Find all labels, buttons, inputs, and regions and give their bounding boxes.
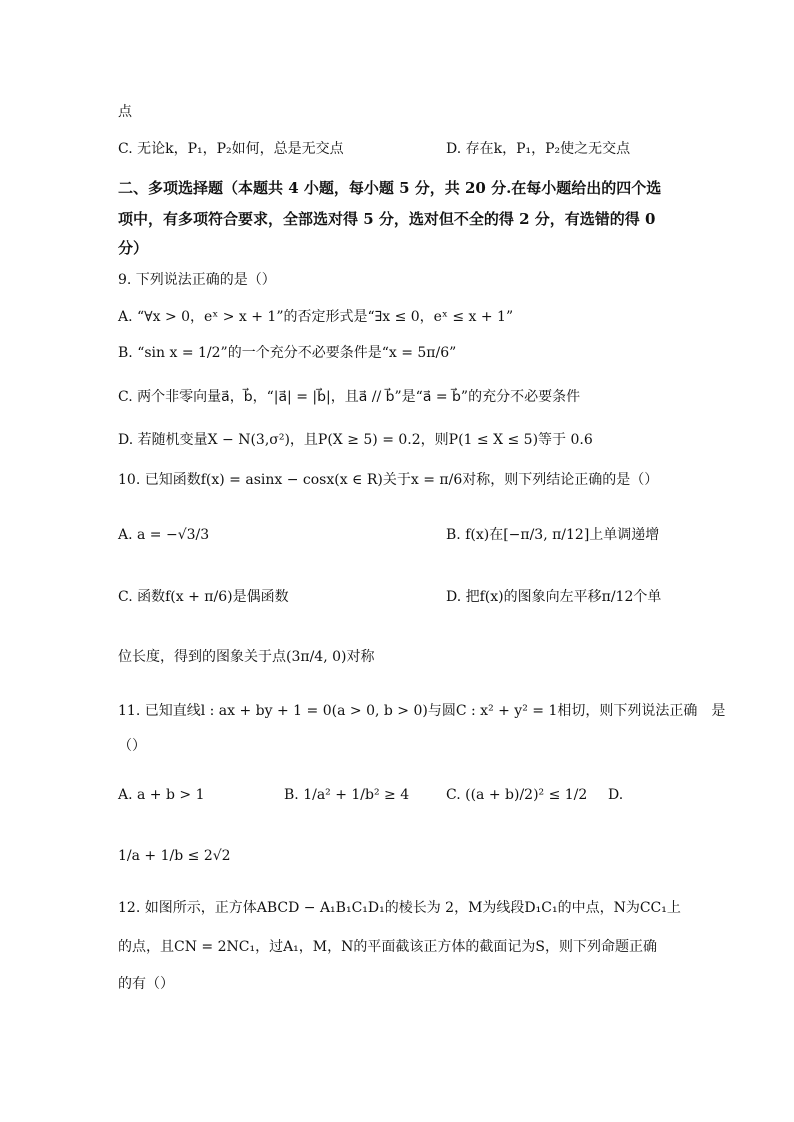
q9-option-d: D. 若随机变量X − N(3,σ²)，且P(X ≥ 5) = 0.2，则P(1 ≤ X ≤ 5)等于 0.6 bbox=[118, 432, 593, 448]
q8-option-d: D. 存在k，P₁，P₂使之无交点 bbox=[446, 141, 631, 157]
q11-option-b: B. 1/a² + 1/b² ≥ 4 bbox=[284, 787, 410, 803]
section-heading-line-3: 分） bbox=[118, 239, 149, 257]
section-heading-line-1: 二、多项选择题（本题共 4 小题，每小题 5 分，共 20 分.在每小题给出的四个选 bbox=[118, 179, 662, 197]
q11-option-a: A. a + b > 1 bbox=[118, 787, 205, 803]
q9-stem: 9. 下列说法正确的是（） bbox=[118, 272, 276, 288]
q12-stem-line-2: 的点，且CN = 2NC₁，过A₁，M，N的平面截该正方体的截面记为S，则下列命题正确 bbox=[118, 939, 657, 955]
q10-option-d-part-2: 位长度，得到的图象关于点(3π/4, 0)对称 bbox=[118, 649, 375, 665]
q10-option-d-part-1: D. 把f(x)的图象向左平移π/12个单 bbox=[446, 589, 662, 605]
q11-stem-line-1: 11. 已知直线l : ax + by + 1 = 0(a > 0, b > 0)与圆C : x² + y² = 1相切，则下列说法正确 是 bbox=[118, 703, 726, 719]
q9-option-b: B. “sin x = 1/2”的一个充分不必要条件是“x = 5π/6” bbox=[118, 345, 457, 361]
q9-option-c: C. 两个非零向量a⃗，b⃗，“|a⃗| = |b⃗|，且a⃗ // b⃗”是“a⃗ = b⃗”的充分不必要条件 bbox=[118, 389, 581, 405]
q11-option-d-label: D. bbox=[608, 787, 624, 803]
q10-option-a: A. a = −√3/3 bbox=[118, 527, 210, 543]
q10-option-b: B. f(x)在[−π/3, π/12]上单调递增 bbox=[446, 527, 660, 543]
q11-option-c: C. ((a + b)/2)² ≤ 1/2 bbox=[446, 787, 588, 803]
q11-option-d-formula: 1/a + 1/b ≤ 2√2 bbox=[118, 848, 231, 864]
q10-stem: 10. 已知函数f(x) = asinx − cosx(x ∈ R)关于x = π/6对称，则下列结论正确的是（） bbox=[118, 472, 659, 488]
q10-option-c: C. 函数f(x + π/6)是偶函数 bbox=[118, 589, 289, 605]
q8-option-c: C. 无论k，P₁，P₂如何，总是无交点 bbox=[118, 141, 344, 157]
orphan-text-dian: 点 bbox=[118, 104, 132, 120]
section-heading-line-2: 项中，有多项符合要求，全部选对得 5 分，选对但不全的得 2 分，有选错的得 0 bbox=[118, 210, 656, 228]
q12-stem-line-3: 的有（） bbox=[118, 976, 174, 992]
q9-option-a: A. “∀x > 0，eˣ > x + 1”的否定形式是“∃x ≤ 0，eˣ ≤ x + 1” bbox=[118, 309, 514, 325]
q12-stem-line-1: 12. 如图所示，正方体ABCD − A₁B₁C₁D₁的棱长为 2，M为线段D₁C₁的中点，N为CC₁上 bbox=[118, 900, 681, 916]
q11-stem-line-2: （） bbox=[118, 738, 146, 754]
